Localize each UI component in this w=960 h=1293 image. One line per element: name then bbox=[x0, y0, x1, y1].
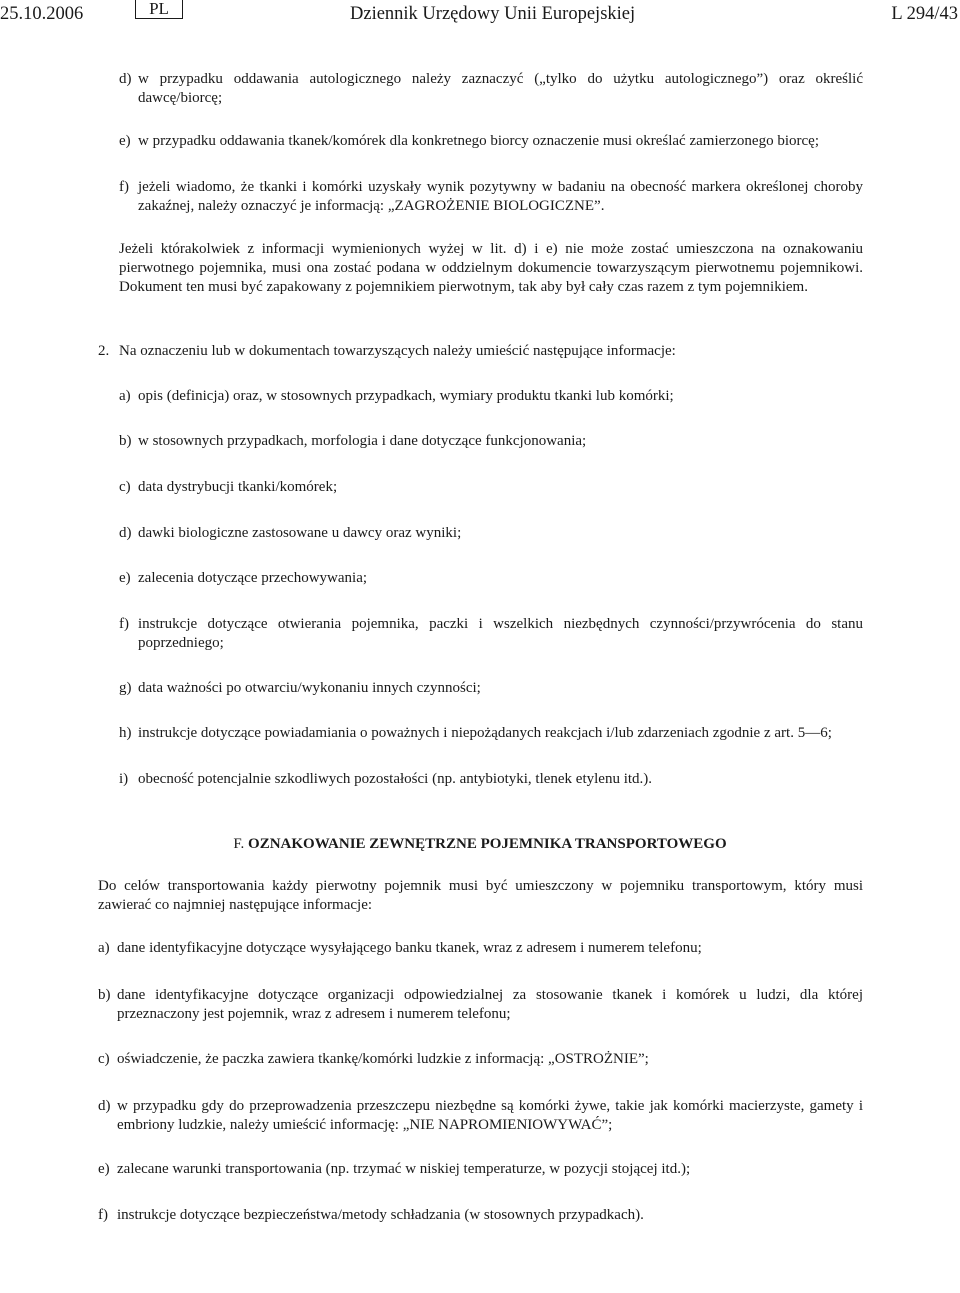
section-letter: F. bbox=[233, 836, 245, 852]
list-label: e) bbox=[119, 133, 131, 149]
transport-item-f bbox=[98, 1206, 863, 1225]
list-item-a bbox=[119, 387, 863, 406]
list-text: dane identyfikacyjne dotyczące organizacji odpowiedzialnej za stosowanie tkanek i komórek u ludzi, dla której przeznaczony jest pojemnik, wraz z adresem i numerem telefonu; bbox=[117, 987, 863, 1022]
list-text: obecność potencjalnie szkodliwych pozostałości (np. antybiotyki, tlenek etylenu itd.). bbox=[138, 771, 653, 787]
section-f-intro: Do celów transportowania każdy pierwotny pojemnik musi być umieszczony w pojemniku transportowym, który musi zawierać co najmniej następujące informacje: bbox=[98, 878, 863, 913]
list-label: h) bbox=[119, 725, 132, 741]
transport-item-c bbox=[98, 1050, 863, 1069]
publication-date: 25.10.2006 bbox=[0, 4, 84, 24]
list-item-d bbox=[119, 524, 863, 543]
list-item-b bbox=[119, 432, 863, 451]
list-text: w przypadku oddawania tkanek/komórek dla konkretnego biorcy oznaczenie musi określać zamierzonego biorcę; bbox=[138, 133, 819, 149]
list-text: oświadczenie, że paczka zawiera tkankę/komórki ludzkie z informacją: „OSTROŻNIE”; bbox=[117, 1051, 649, 1067]
list-item-i bbox=[119, 770, 863, 789]
list-item-c bbox=[119, 478, 863, 497]
note-paragraph: Jeżeli którakolwiek z informacji wymienionych wyżej w lit. d) i e) nie może zostać umieszczona na oznakowaniu pierwotnego pojemnika, musi ona zostać podana w oddzielnym dokumencie towarzyszącym pierwotnemu pojemnikowi. Dokument ten musi być zapakowany z pojemnikiem pierwotnym, tak aby był cały czas razem z tym pojemnikiem. bbox=[119, 241, 863, 295]
list-text: jeżeli wiadomo, że tkanki i komórki uzyskały wynik pozytywny w badaniu na obecność markera określonej choroby zakaźnej, należy oznaczyć je informacją: „ZAGROŻENIE BIOLOGICZNE”. bbox=[138, 179, 863, 214]
list-label: a) bbox=[119, 388, 131, 404]
list-text: zalecenia dotyczące przechowywania; bbox=[138, 570, 368, 586]
list-item-e bbox=[119, 132, 863, 151]
list-label: a) bbox=[98, 940, 110, 956]
list-item-g bbox=[119, 679, 863, 698]
list-label: g) bbox=[119, 680, 132, 696]
list-label: d) bbox=[119, 71, 132, 87]
list-text: dane identyfikacyjne dotyczące wysyłającego banku tkanek, wraz z adresem i numerem telefonu; bbox=[117, 940, 702, 956]
list-label: f) bbox=[98, 1207, 108, 1223]
list-label: c) bbox=[98, 1051, 110, 1067]
list-text: instrukcje dotyczące bezpieczeństwa/metody schładzania (w stosownych przypadkach). bbox=[117, 1207, 644, 1223]
section-title: OZNAKOWANIE ZEWNĘTRZNE POJEMNIKA TRANSPORTOWEGO bbox=[248, 836, 727, 852]
list-label: c) bbox=[119, 479, 131, 495]
transport-item-b bbox=[98, 986, 863, 1024]
page-reference: L 294/43 bbox=[891, 4, 958, 24]
list-label: f) bbox=[119, 616, 129, 632]
list-item-e bbox=[119, 569, 863, 588]
list-text: opis (definicja) oraz, w stosownych przypadkach, wymiary produktu tkanki lub komórki; bbox=[138, 388, 674, 404]
transport-item-e bbox=[98, 1160, 863, 1179]
list-label: e) bbox=[119, 570, 131, 586]
list-text: instrukcje dotyczące otwierania pojemnika, paczki i wszelkich niezbędnych czynności/przywrócenia do stanu poprzedniego; bbox=[138, 616, 863, 651]
page-header bbox=[0, 0, 960, 32]
list-text: data dystrybucji tkanki/komórek; bbox=[138, 479, 338, 495]
list-item-d bbox=[119, 70, 863, 108]
list-label: e) bbox=[98, 1161, 110, 1177]
list-label: b) bbox=[119, 433, 132, 449]
list-text: zalecane warunki transportowania (np. trzymać w niskiej temperaturze, w pozycji stojącej itd.); bbox=[117, 1161, 691, 1177]
list-item-f bbox=[119, 615, 863, 653]
list-text: data ważności po otwarciu/wykonaniu innych czynności; bbox=[138, 680, 481, 696]
language-badge: PL bbox=[135, 0, 183, 19]
section-2-intro bbox=[98, 342, 863, 361]
section-number: 2. bbox=[98, 343, 110, 359]
list-text: w przypadku oddawania autologicznego należy zaznaczyć („tylko do użytku autologicznego”) oraz określić dawcę/biorcę; bbox=[138, 71, 863, 106]
transport-item-a bbox=[98, 939, 863, 958]
list-label: b) bbox=[98, 987, 111, 1003]
list-item-f bbox=[119, 178, 863, 216]
section-intro-text: Na oznaczeniu lub w dokumentach towarzyszących należy umieścić następujące informacje: bbox=[119, 343, 676, 359]
list-text: instrukcje dotyczące powiadamiania o poważnych i niepożądanych reakcjach i/lub zdarzeniach zgodnie z art. 5—6; bbox=[138, 725, 832, 741]
list-item-h bbox=[119, 724, 863, 743]
list-text: dawki biologiczne zastosowane u dawcy oraz wyniki; bbox=[138, 525, 462, 541]
list-text: w przypadku gdy do przeprowadzenia przeszczepu niezbędne są komórki żywe, takie jak komórki macierzyste, gamety i embriony ludzkie, należy umieścić informację: „NIE NAPROMIENIOWYWAĆ”; bbox=[117, 1098, 863, 1133]
list-label: d) bbox=[98, 1098, 111, 1114]
journal-title: Dziennik Urzędowy Unii Europejskiej bbox=[350, 4, 636, 24]
list-text: w stosownych przypadkach, morfologia i dane dotyczące funkcjonowania; bbox=[138, 433, 587, 449]
transport-item-d bbox=[98, 1097, 863, 1135]
section-f-heading bbox=[0, 835, 960, 854]
list-label: d) bbox=[119, 525, 132, 541]
list-label: f) bbox=[119, 179, 129, 195]
list-label: i) bbox=[119, 771, 129, 787]
